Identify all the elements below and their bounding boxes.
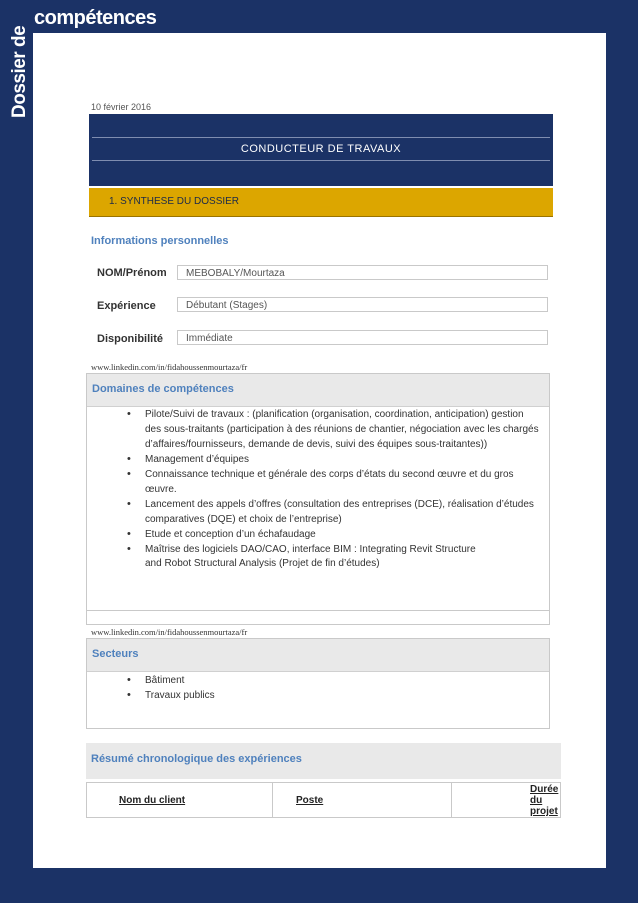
experience-label: Expérience: [97, 300, 156, 312]
linkedin-link-2[interactable]: www.linkedin.com/in/fidahoussenmourtaza/fr: [91, 627, 248, 637]
secteurs-header: [87, 639, 549, 672]
domaines-list: [87, 407, 549, 557]
name-field: MEBOBALY/Mourtaza: [177, 265, 548, 280]
column-duree: Durée du projet: [452, 783, 561, 818]
linkedin-link[interactable]: www.linkedin.com/in/fidahoussenmourtaza/fr: [91, 362, 248, 372]
experience-table-header: [86, 782, 561, 818]
list-item: • Connaissance technique et générale des corps d’états du second œuvre et du gros œuvre.: [87, 467, 549, 497]
list-item-continuation: and Robot Structural Analysis (Projet de fin d’études): [145, 558, 380, 569]
resume-heading: Résumé chronologique des expériences: [91, 753, 302, 765]
secteurs-list: [87, 673, 549, 703]
secteurs-heading: Secteurs: [92, 648, 139, 660]
domaines-section: [86, 373, 550, 625]
section-divider: [87, 610, 549, 611]
availability-field: Immédiate: [177, 330, 548, 345]
experience-field: Débutant (Stages): [177, 297, 548, 312]
list-item: • Etude et conception d’un échafaudage: [87, 527, 549, 542]
document-page: [33, 33, 606, 868]
availability-label: Disponibilité: [97, 333, 163, 345]
column-client: Nom du client: [87, 783, 273, 818]
list-item: • Travaux publics: [87, 688, 549, 703]
list-item: • Maîtrise des logiciels DAO/CAO, interface BIM : Integrating Revit Structure: [87, 542, 549, 557]
personal-info-heading: Informations personnelles: [91, 235, 229, 247]
name-label: NOM/Prénom: [97, 267, 167, 279]
resume-header: [86, 743, 561, 779]
section-synthese-label: 1. SYNTHESE DU DOSSIER: [109, 196, 240, 207]
column-poste: Poste: [273, 783, 452, 818]
job-title: CONDUCTEUR DE TRAVAUX: [92, 137, 550, 161]
list-item: • Bâtiment: [87, 673, 549, 688]
secteurs-section: [86, 638, 550, 729]
job-title-banner: [89, 114, 553, 186]
list-item: • Lancement des appels d’offres (consultation des entreprises (DCE), réalisation d’études comparatives (DQE) et choix de l’entreprise): [87, 497, 549, 527]
list-item: • Management d’équipes: [87, 452, 549, 467]
side-title: Dossier de: [9, 25, 30, 118]
list-item: • Pilote/Suivi de travaux : (planification (organisation, coordination, anticipation) gestion des sous-traitants (participation à des réunions de chantier, négociation avec les chargés d’affaires/fournisseurs, demande de devis, suivi des équipes sous-traitantes)): [87, 407, 549, 452]
top-title: compétences: [34, 7, 157, 29]
section-synthese-banner: [89, 188, 553, 217]
domaines-header: [87, 374, 549, 407]
domaines-heading: Domaines de compétences: [92, 383, 234, 395]
document-date: 10 février 2016: [91, 102, 152, 112]
